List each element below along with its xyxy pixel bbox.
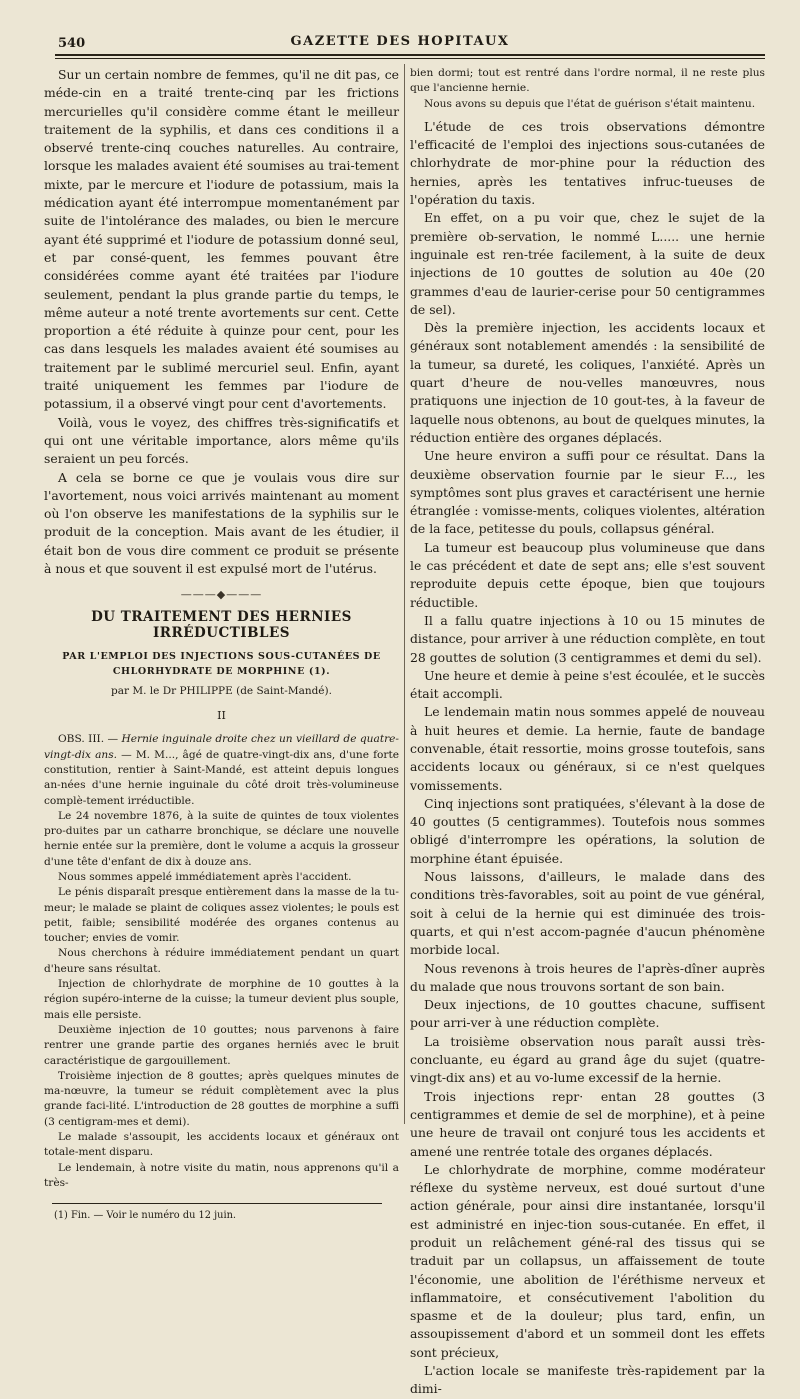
running-header: GAZETTE DES HOPITAUX [290,34,510,49]
observation-paragraph: Le malade s'assoupit, les accidents locaux et généraux ont totale-ment disparu. [44,1131,399,1159]
header-rule-thin [55,58,765,59]
footnote-rule [52,1203,382,1204]
observation-paragraph: Deuxième injection de 10 gouttes; nous parvenons à faire rentrer une grande partie des organes herniés avec le bruit caractéristique de gargouillement. [44,1023,399,1067]
column-divider [404,64,405,1124]
obs-title: Hernie inguinale droite chez un vieillard de quatre-vingt-dix ans. [44,733,399,761]
obs-label: OBS. III. — [58,733,122,746]
article-author: par M. le Dr PHILIPPE (de Saint-Mandé). [111,685,332,698]
obs-body: — M. M..., âgé de quatre-vingt-dix ans, d'une forte constitution, rentier à Saint-Mandé, est atteint depuis longues an-nées d'une hernie inguinale du côté droit très-volumineuse complè-tement irréductible. [44,748,399,807]
body-paragraph: Une heure et demie à peine s'est écoulée, et le succès était accompli. [410,667,765,702]
article-title: DU TRAITEMENT DES HERNIES IRRÉDUCTIBLES [91,609,352,642]
body-paragraph: Nous revenons à trois heures de l'après-dîner auprès du malade que nous trouvons sortant de son bain. [410,960,765,994]
observation-paragraph: Le pénis disparaît presque entièrement dans la masse de la tu-meur; le malade se plaint de coliques assez violentes; le pouls est petit, faible; sensibilité modérée des organes contenus au toucher; envies de vomir. [44,886,399,945]
body-paragraph: En effet, on a pu voir que, chez le sujet de la première ob-servation, le nommé L..... une hernie inguinale est ren-trée facilement, à la suite de deux injections de 10 gouttes de solution au 40e (20 grammes d'eau de laurier-cerise pour 50 centigrammes de sel). [410,210,765,317]
left-column [44,66,399,1221]
body-paragraph: Deux injections, de 10 gouttes chacune, suffisent pour arri-ver à une réduction complète. [410,997,765,1031]
continued-paragraph: bien dormi; tout est rentré dans l'ordre normal, il ne reste plus que l'ancienne hernie. [410,67,765,95]
body-paragraph: Cinq injections sont pratiquées, s'élevant à la dose de 40 gouttes (5 centigrammes). Toutefois nous sommes obligé d'interrompre les opérations, la solution de morphine étant épuisée. [410,795,765,866]
observation-paragraph: Injection de chlorhydrate de morphine de 10 gouttes à la région supéro-interne de la cuisse; la tumeur devient plus souple, mais elle persiste. [44,978,399,1021]
right-column [410,66,765,1399]
body-paragraph: Une heure environ a suffi pour ce résultat. Dans la deuxième observation fournie par le sieur F..., les symptômes sont plus graves et caractérisent une hernie étranglée : vomisse-ments, coliques violentes, altération de la face, petitesse du pouls, collapsus général. [410,448,765,537]
footnote: (1) Fin. — Voir le numéro du 12 juin. [54,1210,237,1222]
observation-paragraph: Le 24 novembre 1876, à la suite de quintes de toux violentes pro-duites par un catharre bronchique, se déclare une nouvelle hernie entée sur la première, dont le volume a acquis la grosseur d'une tête d'enfant de dix à douze ans. [44,809,399,868]
intro-paragraph: Sur un certain nombre de femmes, qu'il ne dit pas, ce méde-cin en a traité trente-cinq par les frictions mercurielles qu'il considère comme étant le meilleur traitement de la syphilis, et dans ces conditions il a observé trente-cinq couches naturelles. Au contraire, lorsque les malades avaient été soumises au trai-tement mixte, par le mercure et l'iodure de potassium, mais la médication ayant été interrompue momentanément par suite de l'intolérance des malades, ou bien le mercure ayant été supprimé et l'iodure de potassium donné seul, et par consé-quent, les femmes pouvant être considérées comme ayant été traitées par l'iodure seulement, pendant la plus grande partie du temps, le même auteur a noté trente avortements sur cent. Cette proportion a été réduite à quinze pour cent, pour les cas dans lesquels les malades avaient été soumises au traitement par le sublimé mercuriel seul. Enfin, ayant traité uniquement les femmes par l'iodure de potassium, il a observé vingt pour cent d'avortements. [44,67,399,412]
body-paragraph: Le lendemain matin nous sommes appelé de nouveau à huit heures et demie. La hernie, faute de bandage convenable, était ressortie, moins grosse toutefois, sans accidents locaux ou généraux, si ce n'est quelques vomissements. [410,704,765,793]
section-ornament: ———◆——— [180,588,263,602]
body-paragraph: La tumeur est beaucoup plus volumineuse que dans le cas précédent et date de sept ans; elle s'est souvent reproduite depuis cette époque, bien que toujours réductible. [410,539,765,610]
page-number: 540 [58,36,86,51]
body-paragraph: L'action locale se manifeste très-rapidement par la dimi- [410,1363,765,1397]
article-subtitle: PAR L'EMPLOI DES INJECTIONS SOUS-CUTANÉES DE CHLORHYDRATE DE MORPHINE (1). [62,651,381,678]
body-paragraph: Trois injections repr· entan 28 gouttes (3 centigrammes et demie de sel de morphine), et à peine une heure de travail ont conjuré tous les accidents et amené une rentrée totale des organes déplacés. [410,1088,765,1159]
body-paragraph: Il a fallu quatre injections à 10 ou 15 minutes de distance, pour arriver à une réduction complète, en tout 28 gouttes de solution (3 centigrammes et demi du sel). [410,612,765,665]
body-paragraph: L'étude de ces trois observations démontre l'efficacité de l'emploi des injections sous-cutanées de chlorhydrate de mor-phine pour la réduction des hernies, après les tentatives infruc-tueuses de l'opération du taxis. [410,118,765,208]
body-paragraph: Dès la première injection, les accidents locaux et généraux sont notablement amendés : la sensibilité de la tumeur, sa dureté, les coliques, l'anxiété. Après un quart d'heure de nou-velles manœuvres, nous pratiquons une injection de 10 gout-tes, à la faveur de laquelle nous obtenons, au bout de quelques minutes, la réduction entière des organes déplacés. [410,320,765,445]
intro-paragraph: Voilà, vous le voyez, des chiffres très-significatifs et qui ont une véritable importance, alors même qu'ils seraient un peu forcés. [44,414,399,467]
body-paragraph: La troisième observation nous paraît aussi très-concluante, eu égard au grand âge du sujet (quatre-vingt-dix ans) et au vo-lume excessif de la hernie. [410,1033,765,1086]
body-paragraph: Nous laissons, d'ailleurs, le malade dans des conditions très-favorables, soit au point de vue général, soit à celui de la hernie qui est diminuée des trois-quarts, et qui n'est accom-pagnée d'aucun phénomène morbide local. [410,869,765,958]
intro-paragraph: A cela se borne ce que je voulais vous dire sur l'avortement, nous voici arrivés maintenant au moment où l'on observe les manifestations de la syphilis sur le produit de la conception. Mais avant de les étudier, il était bon de vous dire comment ce produit se présente à nous et que souvent il est expulsé mort de l'utérus. [44,469,399,577]
observation-paragraph: Nous cherchons à réduire immédiatement pendant un quart d'heure sans résultat. [44,947,399,975]
body-paragraph: Le chlorhydrate de morphine, comme modérateur réflexe du système nerveux, est doué surtout d'une action générale, pour ainsi dire instantanée, lorsqu'il est administré en injec-tion sous-cutanée. En effet, il produit un relâchement géné-ral des tissus qui se traduit par un collapsus, un affaissement de toute l'économie, une abolition de l'éréthisme nerveux et inflammatoire, et consécutivement l'abolition du spasme et de la douleur; plus tard, enfin, un assoupissement d'abord et un sommeil dont les effets sont précieux, [410,1161,765,1360]
section-number: II [217,709,226,723]
observation-paragraph: Nous sommes appelé immédiatement après l'accident. [58,870,352,883]
observation-paragraph: Troisième injection de 8 gouttes; après quelques minutes de ma-nœuvre, la tumeur se réduit complètement avec la plus grande faci-lité. L'introduction de 28 gouttes de morphine a suffi (3 centigram-mes et demi). [44,1069,399,1128]
continued-paragraph: Nous avons su depuis que l'état de guérison s'était maintenu. [424,97,756,110]
observation-paragraph: Le lendemain, à notre visite du matin, nous apprenons qu'il a très- [44,1161,399,1189]
header-rule-thick [55,54,765,56]
observation-header [44,732,399,808]
